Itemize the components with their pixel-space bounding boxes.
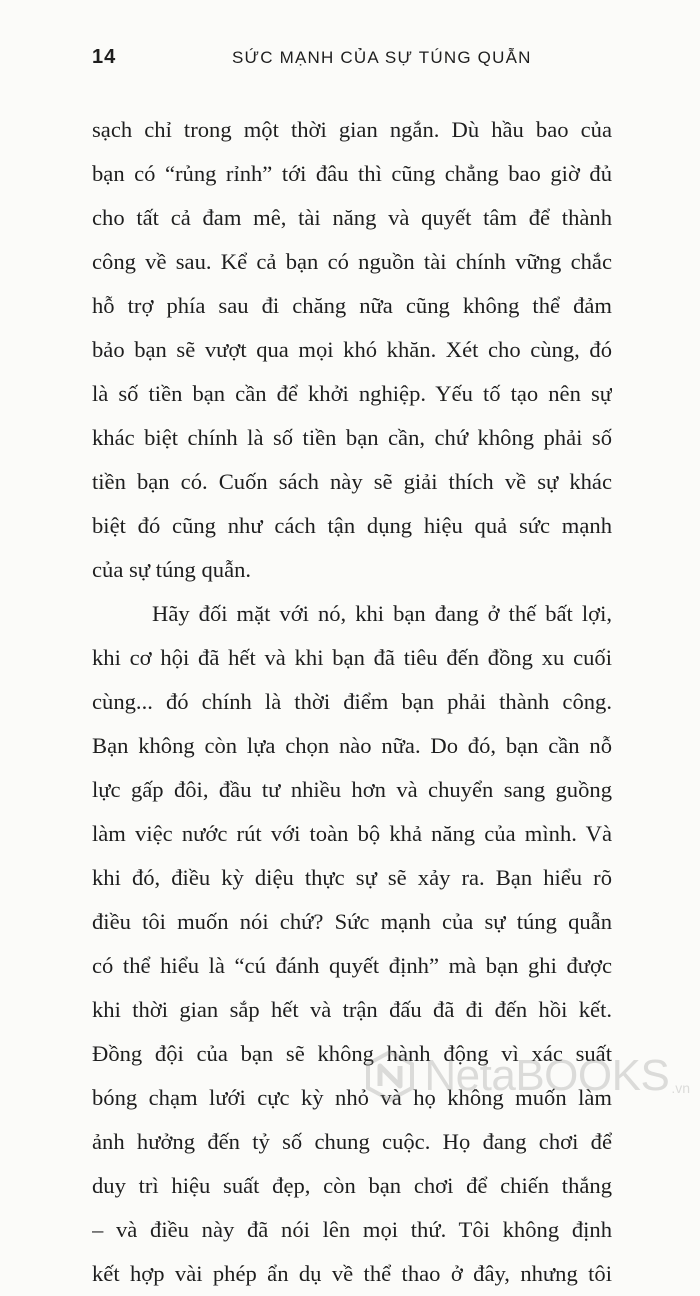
netabooks-logo-icon <box>364 1050 416 1102</box>
page-number: 14 <box>92 46 117 68</box>
text-line: khác biệt chính là số tiền bạn cần, chứ không phải số <box>92 425 612 450</box>
text-line: hỗ trợ phía sau đi chăng nữa cũng không thể đảm <box>92 293 612 318</box>
text-line: làm việc nước rút với toàn bộ khả năng của mình. Và <box>92 821 612 846</box>
text-line: khi thời gian sắp hết và trận đấu đã đi đến hồi kết. <box>92 997 612 1022</box>
paragraph-2 <box>92 592 612 1296</box>
text-line: – và điều này đã nói lên mọi thứ. Tôi không định <box>92 1217 612 1242</box>
text-line: là số tiền bạn cần để khởi nghiệp. Yếu tố tạo nên sự <box>92 381 612 406</box>
book-title: SỨC MẠNH CỦA SỰ TÚNG QUẪN <box>232 48 532 67</box>
text-line: bóng chạm lưới cực kỳ nhỏ và họ không muốn làm <box>92 1085 612 1110</box>
text-line: bạn có “rủng rỉnh” tới đâu thì cũng chẳng bao giờ đủ <box>92 161 612 186</box>
text-line: ảnh hưởng đến tỷ số chung cuộc. Họ đang chơi để <box>92 1129 612 1154</box>
text-line: khi cơ hội đã hết và khi bạn đã tiêu đến đồng xu cuối <box>92 645 612 670</box>
text-line: cho tất cả đam mê, tài năng và quyết tâm để thành <box>92 205 612 230</box>
text-line: Hãy đối mặt với nó, khi bạn đang ở thế bất lợi, <box>152 601 612 626</box>
watermark <box>364 1046 690 1106</box>
paragraph-1 <box>92 108 612 592</box>
text-line: duy trì hiệu suất đẹp, còn bạn chơi để chiến thắng <box>92 1173 612 1198</box>
body-text <box>92 108 612 1296</box>
text-line: Bạn không còn lựa chọn nào nữa. Do đó, bạn cần nỗ <box>92 733 612 758</box>
text-line: sạch chỉ trong một thời gian ngắn. Dù hầu bao của <box>92 117 612 142</box>
text-line: kết hợp vài phép ẩn dụ về thể thao ở đây, nhưng tôi <box>92 1261 612 1286</box>
text-line: tiền bạn có. Cuốn sách này sẽ giải thích về sự khác <box>92 469 612 494</box>
text-line: Đồng đội của bạn sẽ không hành động vì xác suất <box>92 1041 612 1066</box>
watermark-suffix: .vn <box>671 1080 690 1096</box>
watermark-brand: NetaBOOKS <box>424 1051 670 1100</box>
text-line: công về sau. Kể cả bạn có nguồn tài chính vững chắc <box>92 249 612 274</box>
text-line: của sự túng quẫn. <box>92 557 252 582</box>
text-line: điều tôi muốn nói chứ? Sức mạnh của sự túng quẫn <box>92 909 612 934</box>
text-line: lực gấp đôi, đầu tư nhiều hơn và chuyển sang guồng <box>92 777 612 802</box>
text-line: có thể hiểu là “cú đánh quyết định” mà bạn ghi được <box>92 953 612 978</box>
text-line: cùng... đó chính là thời điểm bạn phải thành công. <box>92 689 612 714</box>
running-head <box>92 46 640 76</box>
text-line: bảo bạn sẽ vượt qua mọi khó khăn. Xét cho cùng, đó <box>92 337 612 362</box>
text-line: khi đó, điều kỳ diệu thực sự sẽ xảy ra. Bạn hiểu rõ <box>92 865 612 890</box>
text-line: biệt đó cũng như cách tận dụng hiệu quả sức mạnh <box>92 513 612 538</box>
